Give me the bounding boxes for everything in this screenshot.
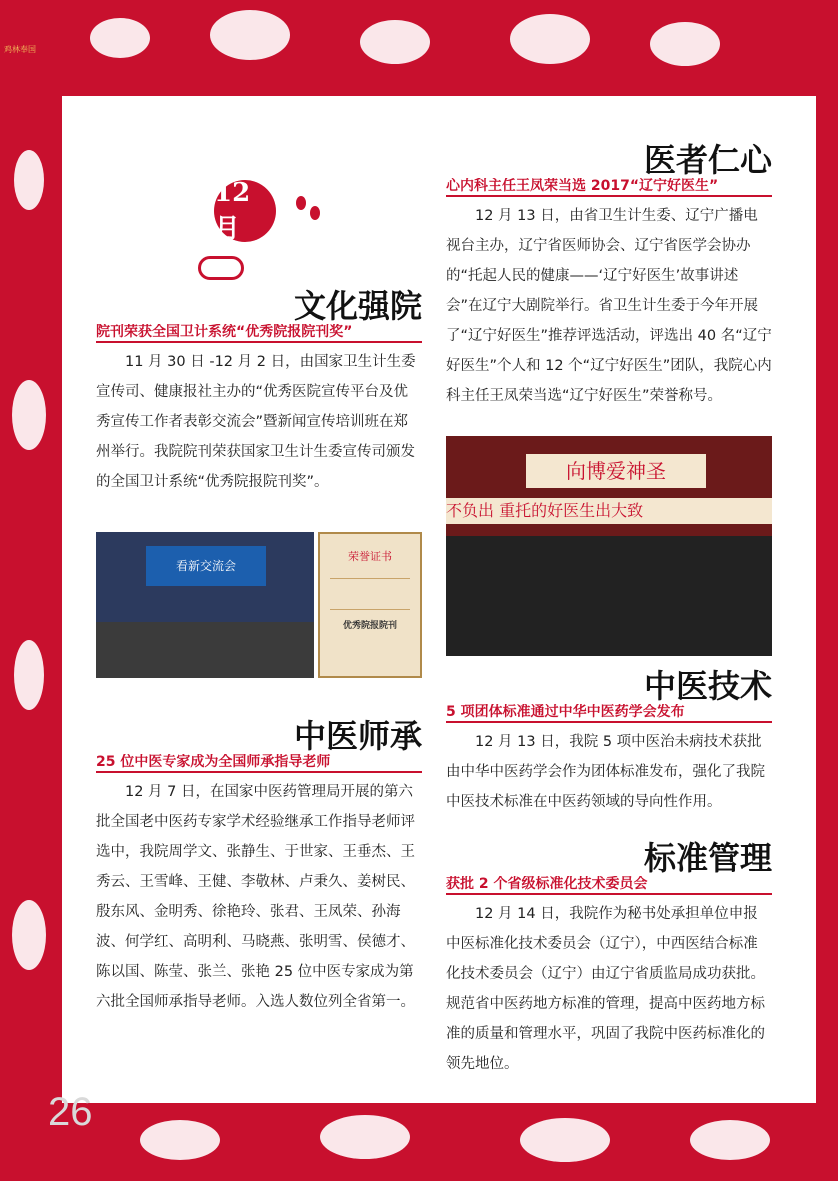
section-tcm-tech [446, 668, 772, 817]
paper-cut-flower-icon [320, 1115, 410, 1159]
lantern-icon [310, 206, 320, 220]
section-standards [446, 840, 772, 1079]
section-subtitle: 25 位中医专家成为全国师承指导老师 [96, 754, 422, 773]
paper-cut-flower-icon [90, 18, 150, 58]
award-ceremony-photo [446, 436, 772, 656]
audience [96, 622, 314, 678]
paper-cut-border-right [816, 0, 838, 1181]
section-title: 中医技术 [643, 667, 772, 705]
paper-cut-flower-icon [520, 1118, 610, 1162]
section-body: 12 月 13 日，由省卫生计生委、辽宁广播电视台主办，辽宁省医师协会、辽宁省医学会协办的“托起人民的健康——‘辽宁好医生’故事讲述会”在辽宁大剧院举行。省卫生计生委于今年开展了“辽宁好医生”推荐评选活动，评选出 40 名“辽宁好医生”个人和 12 个“辽宁好医生”团队，我院心内科主任王凤荣当选“辽宁好医生”荣誉称号。 [446, 208, 772, 404]
section-subtitle: 5 项团体标准通过中华中医药学会发布 [446, 704, 772, 723]
section-title: 标准管理 [643, 839, 772, 877]
certificate-photo [318, 532, 422, 678]
section-body: 12 月 13 日，我院 5 项中医治未病技术获批由中华中医药学会作为团体标准发布，强化了我院中医技术标准在中医药领域的导向性作用。 [446, 734, 765, 810]
ceremony-banner: 向博爱神圣 [526, 454, 706, 488]
section-tcm-mentor [96, 718, 422, 1017]
paper-cut-flower-icon [140, 1120, 220, 1160]
paper-cut-flower-icon [210, 10, 290, 60]
paper-cut-flower-icon [510, 14, 590, 64]
section-subtitle: 获批 2 个省级标准化技术委员会 [446, 876, 772, 895]
paper-cut-flower-icon [12, 900, 46, 970]
certificate-text-lines [330, 578, 410, 610]
section-benevolence [446, 142, 772, 411]
section-body: 12 月 14 日，我院作为秘书处承担单位申报中医标准化技术委员会（辽宁），中西医结合标准化技术委员会（辽宁）由辽宁省质监局成功获批。规范省中医药地方标准的管理，提高中医药地方标准的质量和管理水平，巩固了我院中医药标准化的领先地位。 [446, 906, 765, 1072]
paper-cut-flower-icon [14, 640, 44, 710]
certificate-title: 荣誉证书 [348, 550, 392, 563]
section-subtitle: 心内科主任王凤荣当选 2017“辽宁好医生” [446, 178, 772, 197]
honorees-group [446, 536, 772, 656]
corner-logo: 鸡林奉国 [4, 45, 36, 54]
section-subtitle: 院刊荣获全国卫计系统“优秀院报院刊奖” [96, 324, 422, 343]
paper-cut-flower-icon [650, 22, 720, 66]
lantern-icon [296, 196, 306, 210]
section-body: 11 月 30 日 -12 月 2 日，由国家卫生计生委宣传司、健康报社主办的“优秀医院宣传平台及优秀宣传工作者表彰交流会”暨新闻宣传培训班在郑州举行。我院院刊荣获国家卫生计生委宣传司颁发的全国卫计系统“优秀院报院刊奖”。 [96, 354, 416, 490]
paper-cut-flower-icon [360, 20, 430, 64]
section-culture [96, 288, 422, 497]
paper-cut-flower-icon [690, 1120, 770, 1160]
section-title: 中医师承 [293, 717, 422, 755]
paper-cut-flower-icon [12, 380, 46, 450]
ceremony-banner-2: 不负出 重托的好医生出大致 [446, 498, 772, 524]
section-title: 文化强院 [293, 287, 422, 325]
section-body: 12 月 7 日，在国家中医药管理局开展的第六批全国老中医药专家学术经验继承工作指导老师评选中，我院周学文、张静生、于世家、王垂杰、王秀云、王雪峰、王健、李敬林、卢秉久、姜树民、殷东风、金明秀、徐艳玲、张君、王凤荣、孙海波、何学红、高明利、马晓燕、张明雪、侯德才、陈以国、陈莹、张兰、张艳 25 位中医专家成为第六批全国师承指导老师。入选人数位列全省第一。 [96, 784, 415, 1010]
paper-cut-flower-icon [14, 150, 44, 210]
section-title: 医者仁心 [643, 141, 772, 179]
page-number: 26 [48, 1090, 93, 1134]
month-badge: 12月 [214, 180, 276, 242]
conference-photo [96, 532, 314, 678]
auspicious-cloud-icon [198, 256, 244, 280]
certificate-award: 优秀院报院刊 [342, 621, 397, 631]
conference-banner: 看新交流会 [146, 546, 266, 586]
